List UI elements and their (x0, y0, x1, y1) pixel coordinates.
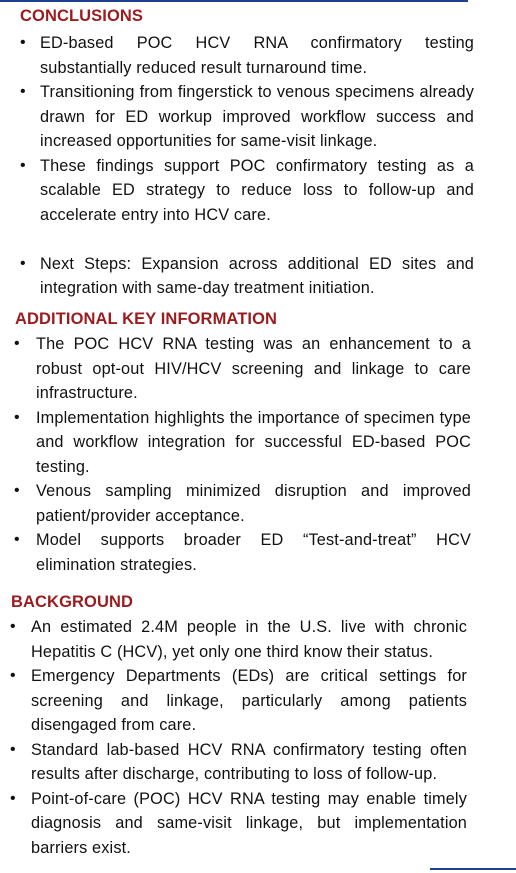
list-item (14, 528, 471, 577)
list-item-text: ED-based POC HCV RNA confirmatory testing substantially reduced result turnaround time. (40, 34, 474, 77)
additional-info-heading: ADDITIONAL KEY INFORMATION (15, 310, 278, 328)
list-item-text: Standard lab-based HCV RNA confirmatory testing often results after discharge, contributing to loss of follow-up. (31, 740, 467, 783)
bullet-icon: • (10, 789, 16, 807)
list-item (14, 479, 471, 528)
list-item (18, 252, 474, 301)
list-item-text: These findings support POC confirmatory testing as a scalable ED strategy to reduce loss to follow-up and accelerate entry into HCV care. (40, 156, 474, 224)
list-item-text: Transitioning from fingerstick to venous specimens already drawn for ED workup improved workflow success and increased opportunities for same-visit linkage. (40, 83, 474, 150)
list-item (14, 332, 471, 406)
top-divider (0, 0, 468, 2)
additional-info-list (14, 332, 476, 577)
list-item-text: Emergency Departments (EDs) are critical settings for screening and linkage, particularly among patients disengaged from care. (31, 667, 467, 734)
list-item (18, 154, 474, 228)
additional-info-section (14, 309, 476, 577)
background-heading: BACKGROUND (11, 593, 133, 611)
bullet-icon: • (14, 408, 20, 426)
bullet-icon: • (10, 740, 16, 758)
list-item-text: Next Steps: Expansion across additional ED sites and integration with same-day treatment initiation. (40, 254, 474, 297)
bullet-icon: • (10, 618, 16, 635)
bullet-icon: • (20, 83, 26, 100)
list-item-text: The POC HCV RNA testing was an enhancement to a robust opt-out HIV/HCV screening and linkage to care infrastructure. (36, 335, 471, 402)
list-item (10, 615, 467, 664)
list-item-text: An estimated 2.4M people in the U.S. live with chronic Hepatitis C (HCV), yet only one third know their status. (31, 618, 467, 661)
list-spacer (18, 227, 474, 252)
list-item (14, 406, 471, 480)
list-item (18, 31, 474, 80)
conclusions-section (18, 6, 478, 301)
list-item-text: Model supports broader ED “Test-and-treat” HCV elimination strategies. (36, 531, 471, 574)
list-item (18, 80, 474, 154)
list-item (10, 664, 467, 738)
bullet-icon: • (10, 667, 16, 684)
background-section (10, 592, 476, 860)
bottom-divider (430, 868, 516, 870)
bullet-icon: • (20, 254, 26, 272)
conclusions-list (18, 31, 478, 301)
list-item-text: Implementation highlights the importance of specimen type and workflow integration for successful ED-based POC testing. (36, 408, 471, 476)
bullet-icon: • (20, 156, 26, 174)
background-list (10, 615, 476, 860)
list-item-text: Point-of-care (POC) HCV RNA testing may enable timely diagnosis and same-visit linkage, but implementation barriers exist. (31, 789, 467, 857)
list-item (10, 738, 467, 787)
bullet-icon: • (20, 34, 26, 51)
conclusions-heading: CONCLUSIONS (20, 7, 144, 25)
list-item-text: Venous sampling minimized disruption and improved patient/provider acceptance. (36, 482, 471, 525)
bullet-icon: • (14, 335, 20, 352)
list-item (10, 787, 467, 861)
bullet-icon: • (14, 531, 20, 548)
bullet-icon: • (14, 482, 20, 499)
